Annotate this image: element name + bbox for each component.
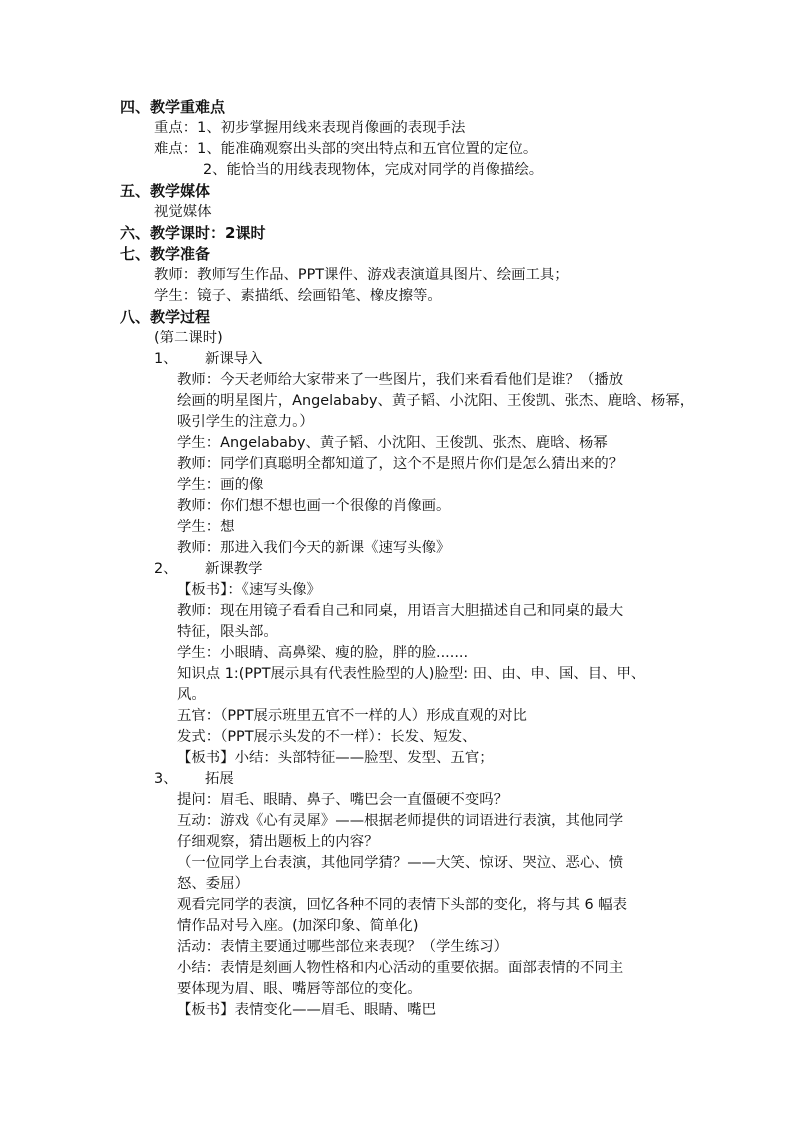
body-line: 学生：小眼睛、高鼻梁、瘦的脸，胖的脸....... — [177, 645, 469, 661]
dialogue-line: 绘画的明星图片，Angelababy、黄子韬、小沈阳、王俊凯、张杰、鹿晗、杨幂， — [177, 393, 695, 409]
body-line: 发式：（PPT展示头发的不一样）：长发、短发、 — [177, 729, 477, 745]
body-line: 五官：（PPT展示班里五官不一样的人）形成直观的对比 — [177, 708, 527, 724]
dialogue-line: 教师：同学们真聪明全都知道了，这个不是照片你们是怎么猜出来的？ — [177, 456, 624, 472]
student-prep-line: 学生：镜子、素描纸、绘画铅笔、橡皮擦等。 — [154, 288, 442, 304]
step-2-title: 新课教学 — [205, 561, 263, 577]
teacher-prep-line: 教师：教师写生作品、PPT课件、游戏表演道具图片、绘画工具； — [154, 267, 569, 283]
body-line: 提问：眉毛、眼睛、鼻子、嘴巴会一直僵硬不变吗？ — [177, 792, 508, 808]
step-3-number: 3、 — [154, 771, 178, 787]
body-line: 怒、委屈） — [177, 876, 249, 892]
media-text: 视觉媒体 — [154, 204, 212, 220]
body-line: 风。 — [177, 687, 206, 703]
body-line: 教师：现在用镜子看看自己和同桌，用语言大胆描述自己和同桌的最大 — [177, 603, 624, 619]
body-line: 观看完同学的表演，回忆各种不同的表情下头部的变化，将与其 6 幅表 — [177, 897, 628, 913]
difficulty-line-2: 2、能恰当的用线表现物体，完成对同学的肖像描绘。 — [203, 162, 544, 178]
dialogue-line: 教师：今天老师给大家带来了一些图片，我们来看看他们是谁？（播放 — [177, 372, 624, 388]
section-heading-5: 五、教学媒体 — [120, 182, 211, 200]
board-note: 【板书】：《速写头像》 — [177, 582, 321, 598]
body-line: 要体现为眉、眼、嘴唇等部位的变化。 — [177, 981, 422, 997]
section-heading-4: 四、教学重难点 — [120, 98, 226, 116]
body-line: 互动：游戏《心有灵犀》——根据老师提供的词语进行表演，其他同学 — [177, 813, 624, 829]
body-line: 活动：表情主要通过哪些部位来表现？（学生练习） — [177, 939, 508, 955]
board-note: 【板书】表情变化——眉毛、眼睛、嘴巴 — [177, 1002, 437, 1018]
section-heading-7: 七、教学准备 — [120, 245, 211, 263]
section-heading-8: 八、教学过程 — [120, 308, 211, 326]
key-point-line: 重点：1、初步掌握用线来表现肖像画的表现手法 — [154, 120, 466, 136]
dialogue-line: 学生：想 — [177, 519, 235, 535]
body-line: 特征，限头部。 — [177, 624, 278, 640]
body-line: 仔细观察，猜出题板上的内容？ — [177, 834, 379, 850]
dialogue-line: 学生：画的像 — [177, 477, 264, 493]
dialogue-line: 吸引学生的注意力。） — [177, 414, 314, 430]
body-line: 情作品对号入座。(加深印象、简单化) — [177, 918, 419, 934]
dialogue-line: 教师：你们想不想也画一个很像的肖像画。 — [177, 498, 451, 514]
step-2-number: 2、 — [154, 561, 178, 577]
dialogue-line: 教师：那进入我们今天的新课《速写头像》 — [177, 540, 451, 556]
body-line: 小结：表情是刻画人物性格和内心活动的重要依据。面部表情的不同主 — [177, 960, 624, 976]
lesson-period-label: (第二课时) — [154, 330, 223, 346]
dialogue-line: 学生：Angelababy、黄子韬、小沈阳、王俊凯、张杰、鹿晗、杨幂 — [177, 435, 608, 451]
step-3-title: 拓展 — [205, 771, 234, 787]
body-line: 知识点 1:(PPT展示具有代表性脸型的人)脸型: 田、由、申、国、目、甲、 — [177, 666, 646, 682]
step-1-title: 新课导入 — [205, 351, 263, 367]
section-heading-6: 六、教学课时：2课时 — [120, 224, 266, 242]
step-1-number: 1、 — [154, 351, 178, 367]
difficulty-line-1: 难点：1、能准确观察出头部的突出特点和五官位置的定位。 — [154, 141, 538, 157]
body-line: （一位同学上台表演，其他同学猜？——大笑、惊讶、哭泣、恶心、愤 — [177, 855, 624, 871]
board-note: 【板书】小结：头部特征——脸型、发型、五官； — [177, 750, 494, 766]
